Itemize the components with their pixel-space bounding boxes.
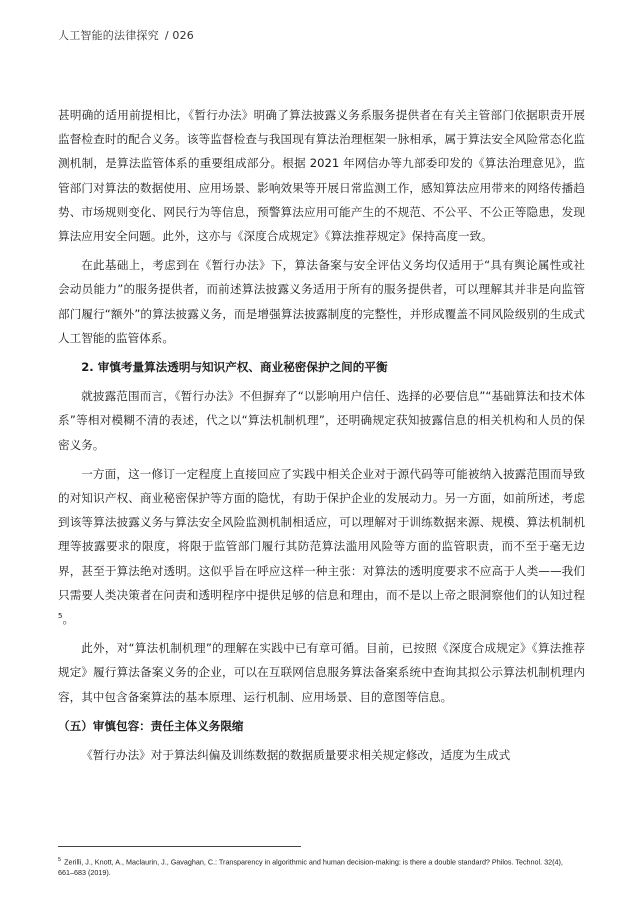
footnote-reference: 5 [58,612,63,621]
section-heading: （五）审慎包容：责任主体义务限缩 [58,718,244,733]
body-text [58,103,585,772]
paragraph: 在此基础上，考虑到在《暂行办法》下，算法备案与安全评估义务均仅适用于“具有舆论属性或社会动员能力”的服务提供者，而前述算法披露义务适用于所有的服务提供者，可以理解其并非是向监管部门履行“额外”的算法披露义务，而是增强算法披露制度的完整性，并形成覆盖不同风险级别的生成式人工智能的监管体系。 [58,258,585,345]
paragraph: 此外，对“算法机制机理”的理解在实践中已有章可循。目前，已按照《深度合成规定》《算法推荐规定》履行算法备案义务的企业，可以在互联网信息服务算法备案系统中查询其拟公示算法机制机理内容，其中包含备案算法的基本原理、运行机制、应用场景、目的意图等信息。 [58,641,585,704]
paragraph: 《暂行办法》对于算法纠偏及训练数据的数据质量要求相关规定修改，适度为生成式 [81,748,511,763]
footnote-number: 5 [58,857,62,863]
paragraph-text: 一方面，这一修订一定程度上直接回应了实践中相关企业对于源代码等可能被纳入披露范围而导致的对知识产权、商业秘密保护等方面的隐忧，有助于保护企业的发展动力。另一方面，如前所述，考虑到该等算法披露义务与算法安全风险监测机制相适应，可以理解对于训练数据来源、规模、算法机制机理等披露要求的限度，将限于监管部门履行其防范算法滥用风险等方面的监管职责，而不至于毫无边界，甚至于算法绝对透明。这似乎旨在呼应这样一种主张：对算法的透明度要求不应高于人类——我们只需要人类决策者在问责和透明程序中提供足够的信息和理由，而不是以上帝之眼洞察他们的认知过程 [58,466,585,602]
page-number: / 026 [164,29,195,42]
paragraph: 就披露范围而言，《暂行办法》不但摒弃了“以影响用户信任、选择的必要信息”“基础算法和技术体系”等相对模糊不清的表述，代之以“算法机制机理”，还明确规定获知披露信息的相关机构和人员的保密义务。 [58,389,585,452]
paragraph [58,462,585,631]
paragraph-tail: 。 [62,612,75,627]
running-header [58,27,194,43]
footnote-divider [58,846,301,847]
book-title: 人工智能的法律探究 [58,29,159,42]
footnote-text: Zerilli, J., Knott, A., Maclaurin, J., Gavaghan, C.: Transparency in algorithmic and human decision-making: is there a double standard? Philos. Technol. 32(4), 661–683 (2019). [58,857,563,878]
paragraph: 甚明确的适用前提相比，《暂行办法》明确了算法披露义务系服务提供者在有关主管部门依据职责开展监督检查时的配合义务。该等监督检查与我国现有算法治理框架一脉相承，属于算法安全风险常态化监测机制，是算法监管体系的重要组成部分。根据 2021 年网信办等九部委印发的《算法治理意见》，监管部门对算法的数据使用、应用场景、影响效果等开展日常监测工作，感知算法应用带来的网络传播趋势、市场规则变化、网民行为等信息，预警算法应用可能产生的不规范、不公平、不公正等隐患，发现算法应用安全问题。此外，这亦与《深度合成规定》《算法推荐规定》保持高度一致。 [58,108,585,244]
section-heading: 2. 审慎考量算法透明与知识产权、商业秘密保护之间的平衡 [81,360,388,375]
footnote [58,855,578,878]
